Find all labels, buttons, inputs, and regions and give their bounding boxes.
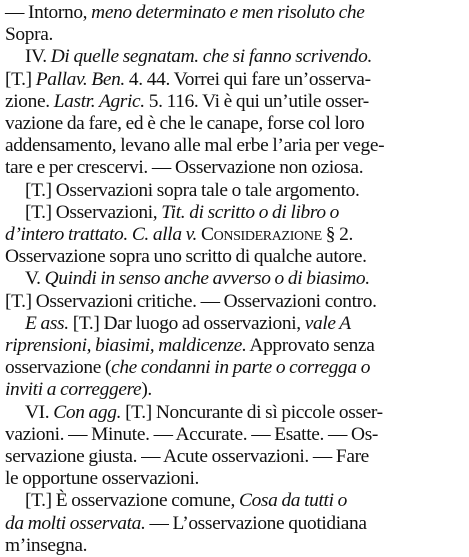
italic-text: inviti a correggere: [5, 379, 142, 401]
roman-text: 5. 116. Vi è qui un’utile osser-: [144, 90, 369, 112]
text-line: [5, 490, 463, 512]
roman-text: IV.: [25, 46, 51, 68]
text-line: [5, 446, 463, 468]
italic-text: meno determinato e men risoluto che: [91, 2, 365, 23]
roman-text: Osservazione sopra uno scritto di qualche autore.: [5, 246, 367, 268]
roman-text: [T.]: [5, 68, 36, 90]
text-line: [5, 468, 463, 490]
italic-text: Cosa da tutti o: [238, 490, 347, 512]
roman-text: addensamento, levano alle mal erbe l’aria per vege-: [5, 135, 385, 157]
roman-text: § 2.: [321, 224, 353, 246]
text-line: [5, 357, 463, 379]
italic-text: Con agg.: [53, 401, 122, 423]
roman-text: tare e per crescervi. — Osservazione non oziosa.: [5, 157, 364, 179]
roman-text: VI.: [25, 401, 54, 423]
text-line: [5, 402, 463, 424]
small-caps-text: Considerazione: [196, 224, 322, 246]
text-line: [5, 202, 463, 224]
roman-text: V.: [25, 268, 45, 290]
text-line: [5, 113, 463, 135]
text-line: [5, 379, 463, 401]
roman-text: Sopra.: [5, 24, 53, 46]
text-line: [5, 135, 463, 157]
roman-text: — Intorno,: [5, 2, 92, 23]
roman-text: [T.] Osservazioni critiche. — Osservazioni contro.: [5, 290, 377, 312]
roman-text: — L’osservazione quotidiana: [145, 512, 367, 534]
roman-text: Approvato senza: [246, 335, 375, 357]
text-line: [5, 91, 463, 113]
italic-text: che condanni in parte o corregga o: [111, 357, 371, 379]
text-line: [5, 335, 463, 357]
text-line: [5, 157, 463, 179]
text-line: [5, 46, 463, 68]
text-line: [5, 268, 463, 290]
italic-text: d’intero trattato. C. alla v.: [5, 224, 197, 246]
roman-text: osservazione (: [5, 357, 112, 379]
roman-text: servazione giusta. — Acute osservazioni. — Fare: [5, 446, 369, 468]
text-line: [5, 2, 463, 24]
roman-text: vazione da fare, ed è che le canape, forse col loro: [5, 113, 365, 135]
roman-text: 4. 44. Vorrei qui fare un’osserva-: [124, 68, 371, 90]
roman-text: m’insegna.: [5, 534, 88, 556]
roman-text: ).: [141, 379, 152, 401]
italic-text: da molti osservata.: [5, 512, 146, 534]
italic-text: Lastr. Agric.: [53, 90, 145, 112]
text-line: [5, 291, 463, 313]
text-line: [5, 513, 463, 535]
text-line: [5, 313, 463, 335]
roman-text: vazioni. — Minute. — Accurate. — Esatte. — Os-: [5, 423, 379, 445]
text-line: [5, 424, 463, 446]
text-line: [5, 24, 463, 46]
text-line: [5, 224, 463, 246]
italic-text: Di quelle segnatam. che si fanno scrivendo.: [50, 46, 372, 68]
roman-text: [T.] Noncurante di sì piccole osser-: [121, 401, 383, 423]
text-line: [5, 535, 463, 557]
italic-text: vale A: [304, 312, 351, 334]
italic-text: Tit. di scritto o di libro o: [161, 201, 340, 223]
italic-text: Pallav. Ben.: [35, 68, 125, 90]
roman-text: [T.] È osservazione comune,: [25, 490, 239, 512]
roman-text: [T.] Osservazioni,: [25, 201, 162, 223]
roman-text: le opportune osservazioni.: [5, 468, 199, 490]
text-line: [5, 246, 463, 268]
roman-text: [T.] Osservazioni sopra tale o tale argomento.: [25, 179, 360, 201]
italic-text: Quindi in senso anche avverso o di biasimo.: [44, 268, 370, 290]
text-line: [5, 69, 463, 91]
italic-text: riprensioni, biasimi, maldicenze.: [5, 335, 247, 357]
italic-text: E ass.: [25, 312, 69, 334]
text-line: [5, 180, 463, 202]
roman-text: zione.: [5, 90, 54, 112]
roman-text: [T.] Dar luogo ad osservazioni,: [68, 312, 305, 334]
